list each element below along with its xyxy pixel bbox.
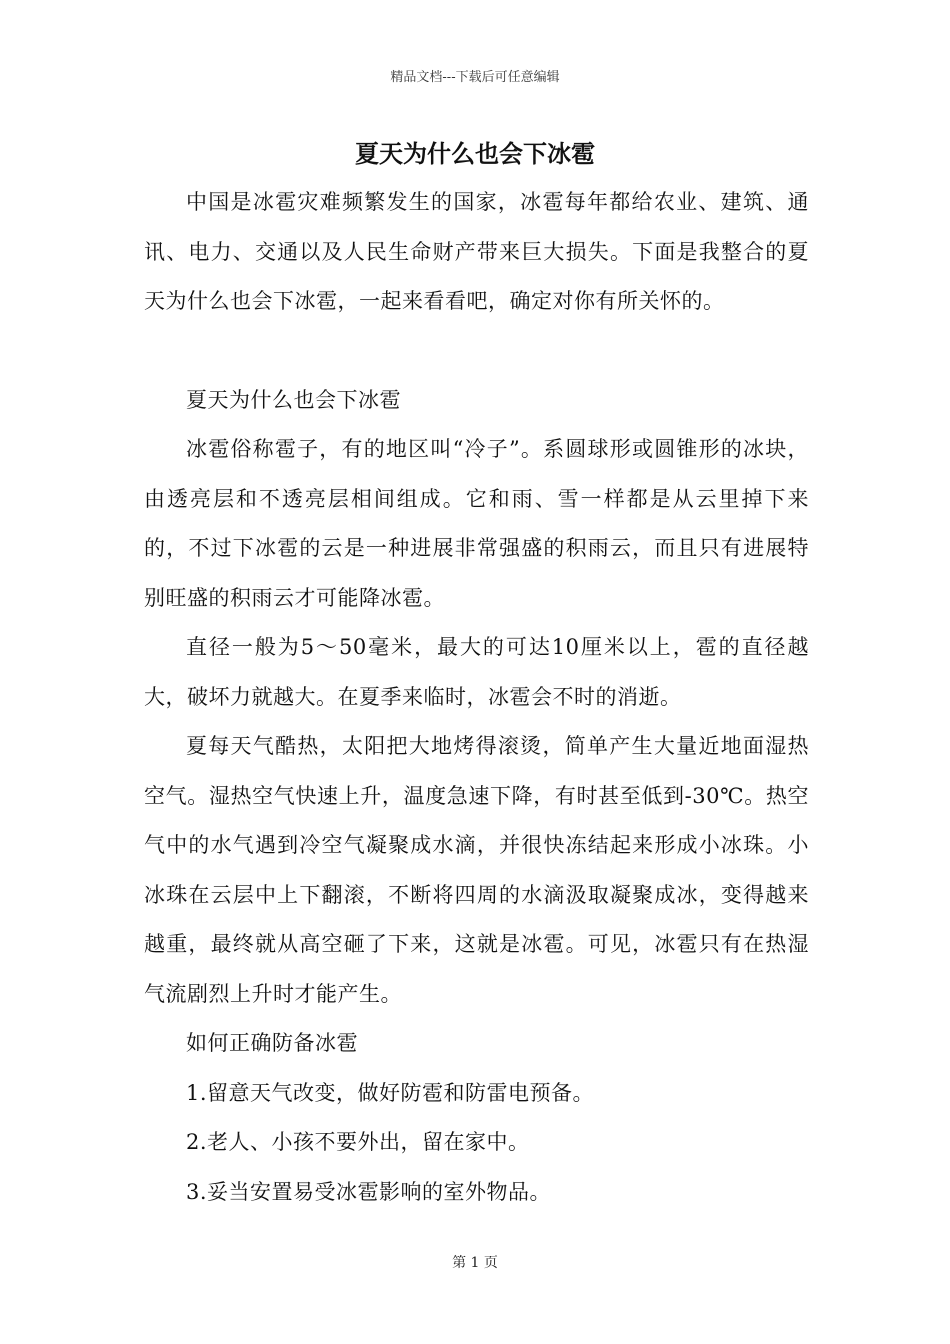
body-paragraph: 直径一般为5～50毫米，最大的可达10厘米以上，雹的直径越大，破坏力就越大。在夏季来临时，冰雹会不时的消逝。 bbox=[144, 635, 809, 709]
section-heading-prevention: 如何正确防备冰雹 bbox=[186, 1031, 358, 1055]
intro-paragraph: 中国是冰雹灾难频繁发生的国家，冰雹每年都给农业、建筑、通讯、电力、交通以及人民生命财产带来巨大损失。下面是我整合的夏天为什么也会下冰雹，一起来看看吧，确定对你有所关怀的。 bbox=[144, 190, 809, 313]
list-item: 1.留意天气改变，做好防雹和防雷电预备。 bbox=[186, 1080, 595, 1105]
section-heading-why: 夏天为什么也会下冰雹 bbox=[186, 387, 401, 412]
list-item: 3.妥当安置易受冰雹影响的室外物品。 bbox=[186, 1179, 552, 1204]
document-title: 夏天为什么也会下冰雹 bbox=[355, 139, 595, 168]
page-number: 第 1 页 bbox=[452, 1255, 498, 1271]
page-header: 精品文档---下载后可任意编辑 bbox=[390, 70, 560, 85]
list-item: 2.老人、小孩不要外出，留在家中。 bbox=[186, 1130, 530, 1154]
body-paragraph: 冰雹俗称雹子，有的地区叫“冷子”。系圆球形或圆锥形的冰块，由透亮层和不透亮层相间组成。它和雨、雪一样都是从云里掉下来的，不过下冰雹的云是一种进展非常强盛的积雨云，而且只有进展特别旺盛的积雨云才可能降冰雹。 bbox=[144, 437, 809, 610]
document-body bbox=[144, 178, 809, 1217]
body-paragraph: 夏每天气酷热，太阳把大地烤得滚烫，简单产生大量近地面湿热空气。湿热空气快速上升，温度急速下降，有时甚至低到-30℃。热空气中的水气遇到冷空气凝聚成水滴，并很快冻结起来形成小冰珠。小冰珠在云层中上下翻滚，不断将四周的水滴汲取凝聚成冰，变得越来越重，最终就从高空砸了下来，这就是冰雹。可见，冰雹只有在热湿气流剧烈上升时才能产生。 bbox=[144, 734, 809, 1006]
